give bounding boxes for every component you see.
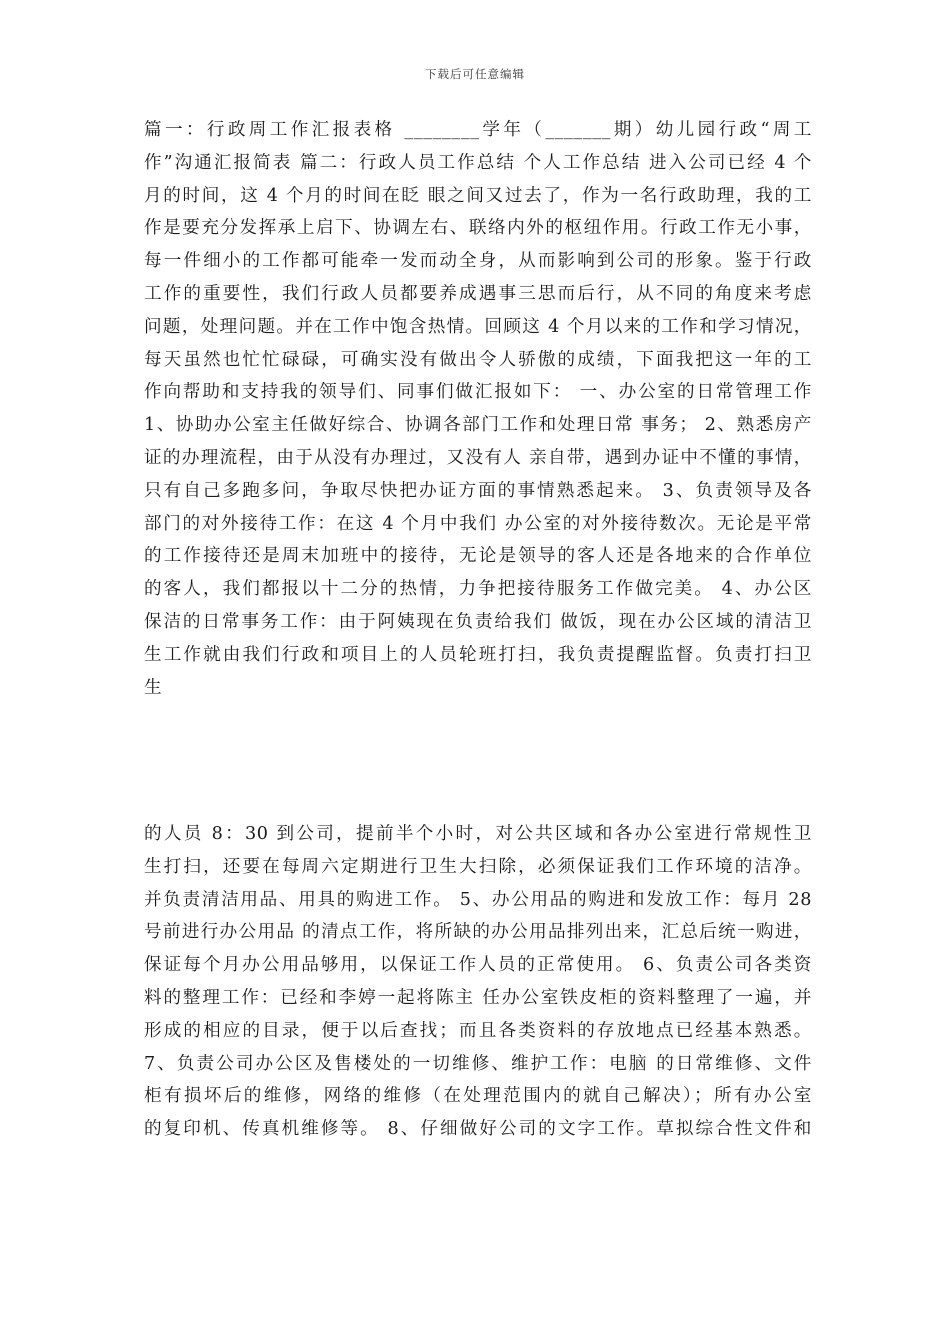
text-line: 生打扫，还要在每周六定期进行卫生大扫除，必须保证我们工作环境的洁净。 — [144, 856, 812, 877]
text-line: 1、协助办公室主任做好综合、协调各部门工作和处理日常 事务； 2、熟悉房产 — [144, 415, 812, 436]
text-line: 保证每个月办公用品够用，以保证工作人员的正常使用。 6、负责公司各类资 — [144, 955, 812, 976]
text-line: 只有自己多跑多问，争取尽快把办证方面的事情熟悉起来。 3、负责领导及各 — [144, 480, 812, 501]
text-line: 号前进行办公用品 的清点工作，将所缺的办公用品排列出来，汇总后统一购进， — [144, 922, 812, 943]
text-line: 作向帮助和支持我的领导们、同事们做汇报如下： 一、办公室的日常管理工作 — [144, 382, 812, 403]
text-line: 证的办理流程，由于从没有办理过，又没有人 亲自带，遇到办证中不懂的事情， — [144, 447, 812, 468]
text-line: 生 — [144, 677, 163, 698]
text-line: 篇一：行政周工作汇报表格 ________学年（_______期）幼儿园行政“周工 — [144, 120, 812, 140]
text-line: 每一件细小的工作都可能牵一发而动全身，从而影响到公司的形象。鉴于行政 — [144, 251, 812, 272]
header-note: 下载后可任意编辑 — [425, 67, 525, 81]
body-paragraph-2 — [144, 818, 812, 1146]
text-line: 7、负责公司办公区及售楼处的一切维修、维护工作：电脑 的日常维修、文件 — [144, 1053, 812, 1074]
text-line: 并负责清洁用品、用具的购进工作。 5、办公用品的购进和发放工作：每月 28 — [144, 889, 812, 910]
text-line: 的人员 8：30 到公司，提前半个小时，对公共区域和各办公室进行常规性卫 — [144, 824, 812, 844]
text-line: 柜有损坏后的维修，网络的维修（在处理范围内的就自己解决）；所有办公室 — [144, 1086, 812, 1107]
text-line: 形成的相应的目录，便于以后查找；而且各类资料的存放地点已经基本熟悉。 — [144, 1020, 812, 1041]
body-paragraph-1 — [144, 114, 812, 704]
text-line: 生工作就由我们行政和项目上的人员轮班打扫，我负责提醒监督。负责打扫卫 — [144, 644, 812, 665]
text-line: 作是要充分发挥承上启下、协调左右、联络内外的枢纽作用。行政工作无小事， — [144, 218, 812, 239]
text-line: 的复印机、传真机维修等。 8、仔细做好公司的文字工作。草拟综合性文件和 — [144, 1119, 812, 1140]
text-line: 保洁的日常事务工作：由于阿姨现在负责给我们 做饭，现在办公区域的清洁卫 — [144, 611, 812, 632]
text-line: 部门的对外接待工作：在这 4 个月中我们 办公室的对外接待数次。无论是平常 — [144, 513, 812, 534]
text-line: 工作的重要性，我们行政人员都要养成遇事三思而后行，从不同的角度来考虑 — [144, 283, 812, 304]
text-line: 月的时间，这 4 个月的时间在眨 眼之间又过去了，作为一名行政助理，我的工 — [144, 185, 812, 206]
text-line: 作”沟通汇报简表 篇二：行政人员工作总结 个人工作总结 进入公司已经 4 个 — [144, 152, 812, 173]
text-line: 问题，处理问题。并在工作中饱含热情。回顾这 4 个月以来的工作和学习情况， — [144, 316, 812, 337]
text-line: 料的整理工作：已经和李婷一起将陈主 任办公室铁皮柜的资料整理了一遍，并 — [144, 987, 812, 1008]
text-line: 每天虽然也忙忙碌碌，可确实没有做出令人骄傲的成绩，下面我把这一年的工 — [144, 349, 812, 370]
text-line: 的工作接待还是周末加班中的接待，无论是领导的客人还是各地来的合作单位 — [144, 546, 812, 567]
text-line: 的客人，我们都报以十二分的热情，力争把接待服务工作做完美。 4、办公区 — [144, 579, 812, 600]
